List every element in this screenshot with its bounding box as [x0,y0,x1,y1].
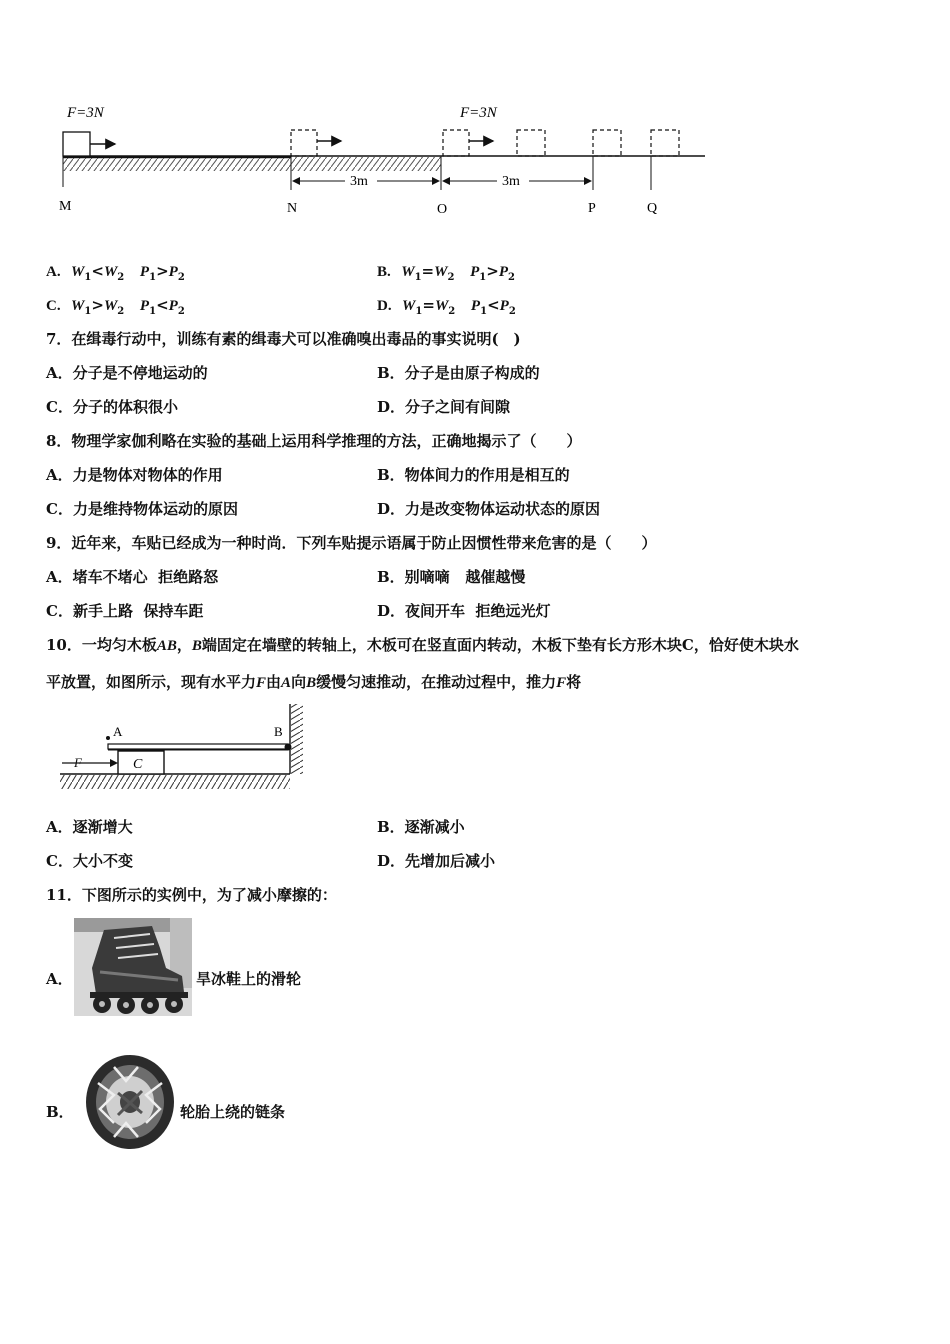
wall-hatch [291,704,303,774]
q7-stem: 7．在缉毒行动中，训练有素的缉毒犬可以准确嗅出毒品的事实说明( ) [46,330,521,348]
fig-label-b: B [274,724,283,739]
q9-option-b[interactable]: B．别嘀嘀 越催越慢 [377,568,526,586]
q7-option-c[interactable]: C．分子的体积很小 [46,398,178,416]
q8-option-c[interactable]: C．力是维持物体运动的原因 [46,500,238,518]
q9-option-a[interactable]: A．堵车不堵心 拒绝路怒 [46,568,219,586]
q8-option-b[interactable]: B．物体间力的作用是相互的 [377,466,570,484]
q11-stem: 11．下图所示的实例中，为了减小摩擦的： [46,886,337,904]
ground-hatch [60,775,290,789]
motion-diagram [55,95,720,225]
point-q: Q [647,201,658,216]
fig-label-c: C [133,757,143,772]
point-a-dot [106,736,110,740]
q6-option-b[interactable]: B. $W_1=W_2$ $P_1>P_2$ [377,262,515,283]
q11-option-b-text: 轮胎上绕的链条 [180,1103,286,1121]
q10-stem-line2: 平放置，如图所示，现有水平力F由A向B缓慢匀速推动，在推动过程中，推力F将 [46,673,582,691]
q10-stem-line1: 10．一均匀木板AB，B端固定在墙壁的转轴上，木板可在竖直面内转动，木板下垫有长方形木块C，恰好使木块水 [46,636,799,654]
dist-n-o: 3m [350,174,368,189]
q10-option-b[interactable]: B．逐渐减小 [377,818,465,836]
dist-o-p: 3m [502,174,520,189]
block-at-p [593,130,621,156]
q11-option-b-letter[interactable]: B． [46,1103,74,1121]
force-label-left: F=3N [67,105,104,121]
q9-stem: 9．近年来，车贴已经成为一种时尚．下列车贴提示语属于防止因惯性带来危害的是（ ） [46,534,657,552]
q8-option-a[interactable]: A．力是物体对物体的作用 [46,466,223,484]
point-n: N [287,201,298,216]
force-label-right: F=3N [460,105,497,121]
block-at-o [443,130,469,156]
pivot-b [285,744,292,751]
q6-option-d[interactable]: D. $W_1=W_2$ $P_1<P_2$ [377,296,516,317]
q10-option-a[interactable]: A．逐渐增大 [46,818,133,836]
tire-chain-photo [84,1053,176,1151]
board-ab [108,744,288,749]
q9-option-c[interactable]: C．新手上路 保持车距 [46,602,204,620]
point-o: O [437,202,448,217]
block-at-n [291,130,317,156]
point-p: P [588,201,596,216]
q11-option-a-text: 旱冰鞋上的滑轮 [196,970,302,988]
board-diagram [60,702,320,798]
rough-surface [63,157,441,171]
q6-option-a[interactable]: A. $W_1<W_2$ $P_1>P_2$ [46,262,185,283]
q7-option-d[interactable]: D．分子之间有间隙 [377,398,511,416]
point-m: M [59,199,72,214]
q7-option-b[interactable]: B．分子是由原子构成的 [377,364,540,382]
fig-label-f: F [74,755,82,770]
q7-option-a[interactable]: A．分子是不停地运动的 [46,364,208,382]
q6-option-c[interactable]: C. $W_1>W_2$ $P_1<P_2$ [46,296,185,317]
skate-photo [74,918,192,1016]
block-at-m [63,132,90,156]
q9-option-d[interactable]: D．夜间开车 拒绝远光灯 [377,602,551,620]
q10-option-d[interactable]: D．先增加后减小 [377,852,496,870]
q8-stem: 8．物理学家伽利略在实验的基础上运用科学推理的方法，正确地揭示了（ ） [46,432,582,450]
q8-option-d[interactable]: D．力是改变物体运动状态的原因 [377,500,601,518]
q10-option-c[interactable]: C．大小不变 [46,852,133,870]
q11-option-a-letter[interactable]: A． [46,970,73,988]
fig-label-a: A [113,724,123,739]
block-at-q [651,130,679,156]
